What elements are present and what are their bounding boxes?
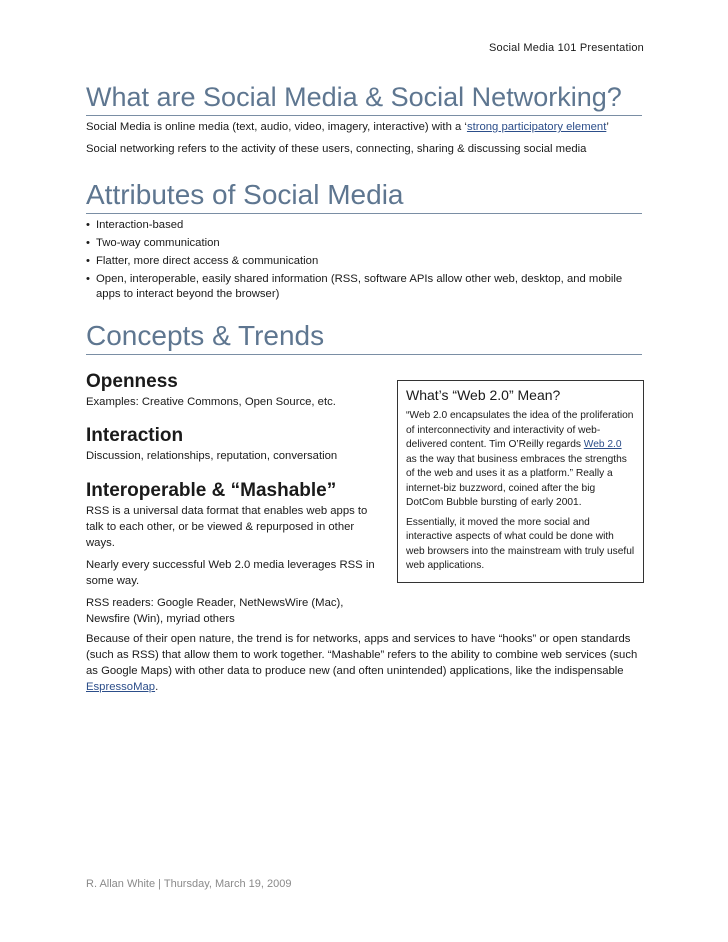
page-footer: R. Allan White | Thursday, March 19, 2009 xyxy=(86,878,292,890)
text: as the way that business embraces the strengths of the web and uses it as a platform.” Really a internet-biz buzzword, coined after the big DotCom Bubble bursting of early 2001. xyxy=(406,453,627,508)
bullet-icon: • xyxy=(86,273,90,285)
list-item-text: Open, interoperable, easily shared information (RSS, software APIs allow other web, desktop, and mobile apps to interact beyond the browser) xyxy=(96,273,623,300)
sidebar-text-2: Essentially, it moved the more social and interactive aspects of what could be done with web browsers into the mainstream with truly useful web applications. xyxy=(406,516,635,571)
espressomap-link[interactable]: EspressoMap xyxy=(86,681,156,693)
attributes-list xyxy=(86,218,642,302)
web20-sidebar xyxy=(397,380,644,583)
text: . xyxy=(155,681,159,693)
list-item-text: Interaction-based xyxy=(96,219,184,231)
subheading-openness: Openness xyxy=(86,371,178,392)
bullet-icon: • xyxy=(86,237,90,249)
list-item xyxy=(86,236,642,251)
definition-social-media xyxy=(86,119,642,135)
openness-text: Examples: Creative Commons, Open Source, etc. xyxy=(86,396,336,408)
section-title: Attributes of Social Media xyxy=(86,181,642,214)
mashable-paragraph xyxy=(86,631,642,695)
interaction-text: Discussion, relationships, reputation, conversation xyxy=(86,450,338,462)
definition-social-networking: Social networking refers to the activity of these users, connecting, sharing & discussing social media xyxy=(86,143,587,155)
interop-text-2: Nearly every successful Web 2.0 media leverages RSS in some way. xyxy=(86,559,375,587)
section-concepts-trends xyxy=(86,322,642,695)
section-social-media-definition xyxy=(86,84,642,157)
interop-text-3: RSS readers: Google Reader, NetNewsWire (Mac), Newsfire (Win), myriad others xyxy=(86,597,344,625)
document-body xyxy=(86,84,642,695)
interop-text-1: RSS is a universal data format that enables web apps to talk to each other, or be viewed & repurposed in other ways. xyxy=(86,505,368,549)
list-item xyxy=(86,254,642,269)
sidebar-title: What’s “Web 2.0” Mean? xyxy=(406,387,561,403)
text: ’ xyxy=(606,121,609,133)
subheading-interaction: Interaction xyxy=(86,425,184,446)
section-title: What are Social Media & Social Networking? xyxy=(86,84,642,116)
web20-link[interactable]: Web 2.0 xyxy=(583,439,622,450)
list-item-text: Flatter, more direct access & communication xyxy=(96,255,319,267)
list-item xyxy=(86,218,642,233)
concepts-column xyxy=(86,372,386,627)
page-header: Social Media 101 Presentation xyxy=(488,42,644,54)
bullet-icon: • xyxy=(86,219,90,231)
text: Because of their open nature, the trend is for networks, apps and services to have “hooks” or open standards (such as RSS) that allow them to work together. “Mashable” refers to the ability to combine web services (such as Google Maps) with other data to produce new (and often unintended) applications, like the indispensable xyxy=(86,633,638,677)
sidebar-text-1 xyxy=(406,409,635,511)
text: “Web 2.0 encapsulates the idea of the proliferation of interconnectivity and interactivity of web-delivered content. Tim O’Reilly regards xyxy=(406,410,634,450)
list-item-text: Two-way communication xyxy=(96,237,220,249)
list-item xyxy=(86,272,642,302)
bullet-icon: • xyxy=(86,255,90,267)
subheading-interoperable: Interoperable & “Mashable” xyxy=(86,480,337,501)
strong-participatory-element-link[interactable]: strong participatory element xyxy=(466,121,607,133)
text: Social Media is online media (text, audio, video, imagery, interactive) with a ‘ xyxy=(86,121,467,133)
section-attributes xyxy=(86,181,642,302)
section-title: Concepts & Trends xyxy=(86,322,642,355)
concepts-content xyxy=(86,372,642,695)
